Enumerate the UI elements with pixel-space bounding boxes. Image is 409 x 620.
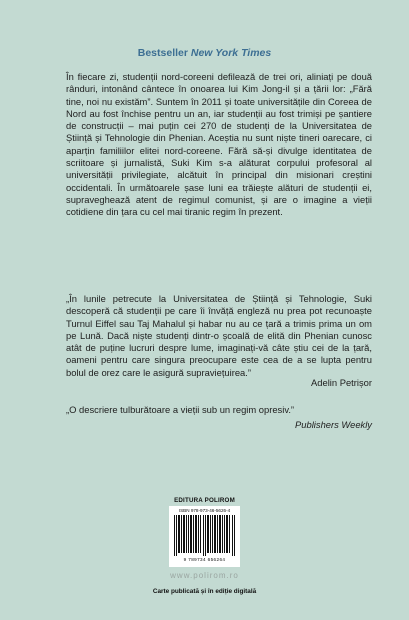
review-quote-2: „O descriere tulburătoare a vieții sub un regim opresiv.”	[66, 404, 295, 415]
description-paragraph: În fiecare zi, studenții nord-coreeni defilează de trei ori, aliniați pe două rânduri, intonând cântece în onoarea lui Kim Jong-il și a țării lor: „Fără tine, noi nu existăm”. Suntem în 2011 și toate universitățile din Coreea de Nord au fost închise pentru un an, iar studenții au fost trimiși pe șantiere de construcții – mai puțin cei 270 de studenți de la Universitatea de Știință și Tehnologie din Phenian. Aceștia nu sunt niște tineri oarecare, ci aparțin familiilor elitei nord-coreene. Fără să-și divulge identitatea de scriitoare și jurnalistă, Suki Kim s-a alăturat corpului profesoral al universității privilegiate, alcătuit în principal din misionari creștini occidentali. În următoarele șase luni ea trăiește alături de studenții ei, supraveghează atent de regimul comunist, și are o imagine a vieții cotidiene din țara cu cel mai tiranic regim în prezent.	[66, 71, 372, 218]
bestseller-label: Bestseller	[137, 47, 188, 59]
digital-edition-note: Carte publicată și în ediție digitală	[152, 588, 257, 595]
publisher-name: EDITURA POLIROM	[174, 497, 235, 504]
review-author-2: Publishers Weekly	[295, 419, 372, 430]
publisher-website: www.polirom.ro	[170, 571, 239, 580]
review-author-1: Adelin Petrișor	[311, 377, 372, 388]
bestseller-header	[0, 47, 409, 59]
new-york-times-label: New York Times	[190, 47, 272, 59]
isbn-text: ISBN 978-973-46-5626-4	[178, 508, 231, 513]
review-quote-1: „În lunile petrecute la Universitatea de Știință și Tehnologie, Suki descoperă că studenții pe care îi învăță engleză nu prea pot recunoaște Turnul Eiffel sau Taj Mahalul și habar nu au ce țară a trimis prima un om pe Lună. Dacă niște studenți dintr-o școală de elită din Phenian cunosc atât de puține lucruri despre lume, imaginați-vă câte știu cei de la țară, oameni pentru care singura preocupare este cea de a se lupta pentru bolul de orez care le asigură supraviețuirea.”	[66, 293, 372, 378]
barcode-box	[169, 506, 240, 567]
barcode-digits: 9 789734 656264	[183, 557, 226, 562]
barcode-icon	[174, 515, 235, 556]
